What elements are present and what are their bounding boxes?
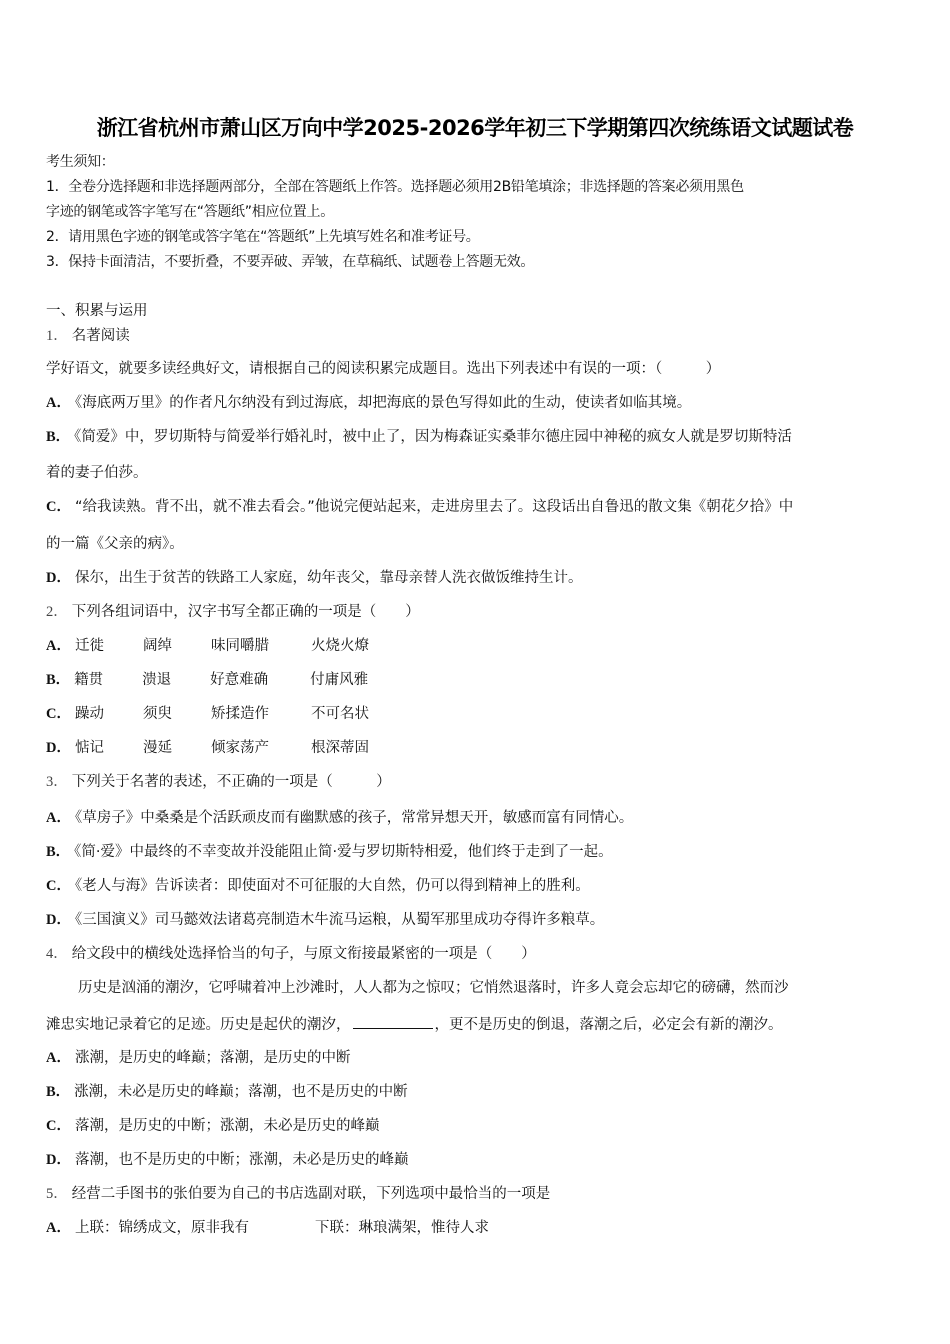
word: 须臾 <box>142 706 172 722</box>
notice-heading: 考生须知： <box>46 154 115 170</box>
question-2-option-b <box>46 670 410 690</box>
option-letter: B． <box>46 429 71 445</box>
word: 味同嚼腊 <box>210 638 269 654</box>
option-letter: C． <box>46 706 71 722</box>
question-5-stem <box>46 1184 550 1204</box>
word: 倾家荡产 <box>210 740 269 756</box>
question-number: 3． <box>46 774 68 790</box>
question-stem: 给文段中的横线处选择恰当的句子，与原文衔接最紧密的一项是（ ） <box>71 946 536 962</box>
question-3-option-b <box>46 842 613 862</box>
question-4-option-a <box>46 1048 350 1068</box>
notice-item-1-cont: 字迹的钢笔或答字笔写在“答题纸”相应位置上。 <box>46 204 334 220</box>
option-letter: D． <box>46 570 71 586</box>
option-text: 《简·爱》中最终的不幸变故并没能阻止简·爱与罗切斯特相爱，他们终于走到了一起。 <box>74 844 613 860</box>
option-text: 落潮，是历史的中断；涨潮，未必是历史的峰巅 <box>74 1118 380 1134</box>
word: 惦记 <box>74 740 104 756</box>
word: 好意难确 <box>210 672 269 688</box>
option-letter: C． <box>46 499 71 515</box>
word: 溃退 <box>142 672 172 688</box>
option-letter: D． <box>46 1152 71 1168</box>
option-text: 落潮，也不是历史的中断；涨潮，未必是历史的峰巅 <box>74 1152 409 1168</box>
passage-text-after: ，更不是历史的倒退，落潮之后，必定会有新的潮汐。 <box>434 1017 783 1033</box>
option-letter: A． <box>46 395 71 411</box>
question-number: 1． <box>46 328 68 344</box>
option-letter: A． <box>46 638 71 654</box>
option-letter: B． <box>46 672 71 688</box>
passage-text-before: 滩忠实地记录着它的足迹。历史是起伏的潮汐， <box>46 1017 351 1033</box>
question-4-stem <box>46 944 536 964</box>
word: 不可名状 <box>310 706 369 722</box>
word: 付庸风雅 <box>310 672 369 688</box>
option-letter: D． <box>46 912 71 928</box>
question-3-stem <box>46 772 391 792</box>
question-4-passage-line-1: 历史是汹涌的潮汐，它呼啸着冲上沙滩时，人人都为之惊叹；它悄然退落时，许多人竟会忘却它的磅礴，然而沙 <box>78 980 789 996</box>
document-title: 浙江省杭州市萧山区万向中学2025-2026学年初三下学期第四次统练语文试题试卷 <box>96 116 854 140</box>
word: 火烧火燎 <box>310 638 369 654</box>
question-stem: 经营二手图书的张伯要为自己的书店选副对联，下列选项中最恰当的一项是 <box>71 1186 551 1202</box>
question-3-option-c <box>46 876 590 896</box>
question-stem: 下列各组词语中，汉字书写全都正确的一项是（ ） <box>71 604 420 620</box>
word: 漫延 <box>142 740 172 756</box>
notice-item-1: 1．全卷分选择题和非选择题两部分，全部在答题纸上作答。选择题必须用2B铅笔填涂；非选择题的答案必须用黑色 <box>46 179 744 195</box>
option-text: 《三国演义》司马懿效法诸葛亮制造木牛流马运粮，从蜀军那里成功夺得许多粮草。 <box>74 912 605 928</box>
option-letter: A． <box>46 810 71 826</box>
question-4-passage-line-2 <box>46 1014 783 1035</box>
option-text: 《老人与海》告诉读者：即使面对不可征服的大自然，仍可以得到精神上的胜利。 <box>74 878 590 894</box>
option-text: “给我读熟。背不出，就不准去看会。”他说完便站起来，走进房里去了。这段话出自鲁迅的散文集《朝花夕拾》中 <box>74 499 794 515</box>
couplet-upper: 上联：锦绣成文，原非我有 <box>74 1220 249 1236</box>
word: 根深蒂固 <box>310 740 369 756</box>
answer-blank <box>353 1014 433 1029</box>
question-1-option-c-cont: 的一篇《父亲的病》。 <box>46 536 184 552</box>
option-text: 《简爱》中，罗切斯特与简爱举行婚礼时，被中止了，因为梅森证实桑菲尔德庄园中神秘的疯女人就是罗切斯特活 <box>74 429 792 445</box>
notice-item-2: 2．请用黑色字迹的钢笔或答字笔在“答题纸”上先填写姓名和准考证号。 <box>46 229 480 245</box>
word: 迁徙 <box>74 638 104 654</box>
question-number: 2． <box>46 604 68 620</box>
question-title: 名著阅读 <box>71 328 130 344</box>
question-1-option-b <box>46 427 792 447</box>
option-letter: B． <box>46 1084 71 1100</box>
question-2-option-c <box>46 704 411 724</box>
question-number: 5． <box>46 1186 68 1202</box>
word: 籍贯 <box>74 672 104 688</box>
word: 躁动 <box>74 706 104 722</box>
option-text: 涨潮，是历史的峰巅；落潮，是历史的中断 <box>74 1050 351 1066</box>
option-letter: C． <box>46 878 71 894</box>
section-heading: 一、积累与运用 <box>46 303 148 319</box>
couplet-lower: 下联：琳琅满架，惟待人求 <box>314 1220 489 1236</box>
option-letter: A． <box>46 1050 71 1066</box>
option-text: 《海底两万里》的作者凡尔纳没有到过海底，却把海底的景色写得如此的生动，使读者如临其境。 <box>74 395 692 411</box>
question-2-option-d <box>46 738 411 758</box>
question-1-stem: 学好语文，就要多读经典好文，请根据自己的阅读积累完成题目。选出下列表述中有误的一项：（ ） <box>46 361 721 377</box>
option-text: 保尔，出生于贫苦的铁路工人家庭，幼年丧父，靠母亲替人洗衣做饭维持生计。 <box>74 570 583 586</box>
question-3-option-a <box>46 808 633 828</box>
word: 矫揉造作 <box>210 706 269 722</box>
question-1-option-b-cont: 着的妻子伯莎。 <box>46 465 148 481</box>
notice-item-3: 3．保持卡面清洁，不要折叠，不要弄破、弄皱，在草稿纸、试题卷上答题无效。 <box>46 254 535 270</box>
question-4-option-d <box>46 1150 408 1170</box>
question-1-header <box>46 326 130 346</box>
question-2-stem <box>46 602 420 622</box>
word: 阔绰 <box>142 638 172 654</box>
question-stem: 下列关于名著的表述，不正确的一项是（ ） <box>71 774 391 790</box>
question-4-option-b <box>46 1082 408 1102</box>
option-text: 《草房子》中桑桑是个活跃顽皮而有幽默感的孩子，常常异想天开，敏感而富有同情心。 <box>74 810 634 826</box>
question-4-option-c <box>46 1116 379 1136</box>
question-number: 4． <box>46 946 68 962</box>
question-1-option-a <box>46 393 691 413</box>
option-letter: D． <box>46 740 71 756</box>
option-text: 涨潮，未必是历史的峰巅；落潮，也不是历史的中断 <box>74 1084 408 1100</box>
question-2-option-a <box>46 636 411 656</box>
option-letter: A． <box>46 1220 71 1236</box>
question-1-option-d <box>46 568 582 588</box>
option-letter: B． <box>46 844 71 860</box>
option-letter: C． <box>46 1118 71 1134</box>
question-1-option-c <box>46 497 793 517</box>
question-5-option-a <box>46 1218 489 1238</box>
question-3-option-d <box>46 910 604 930</box>
